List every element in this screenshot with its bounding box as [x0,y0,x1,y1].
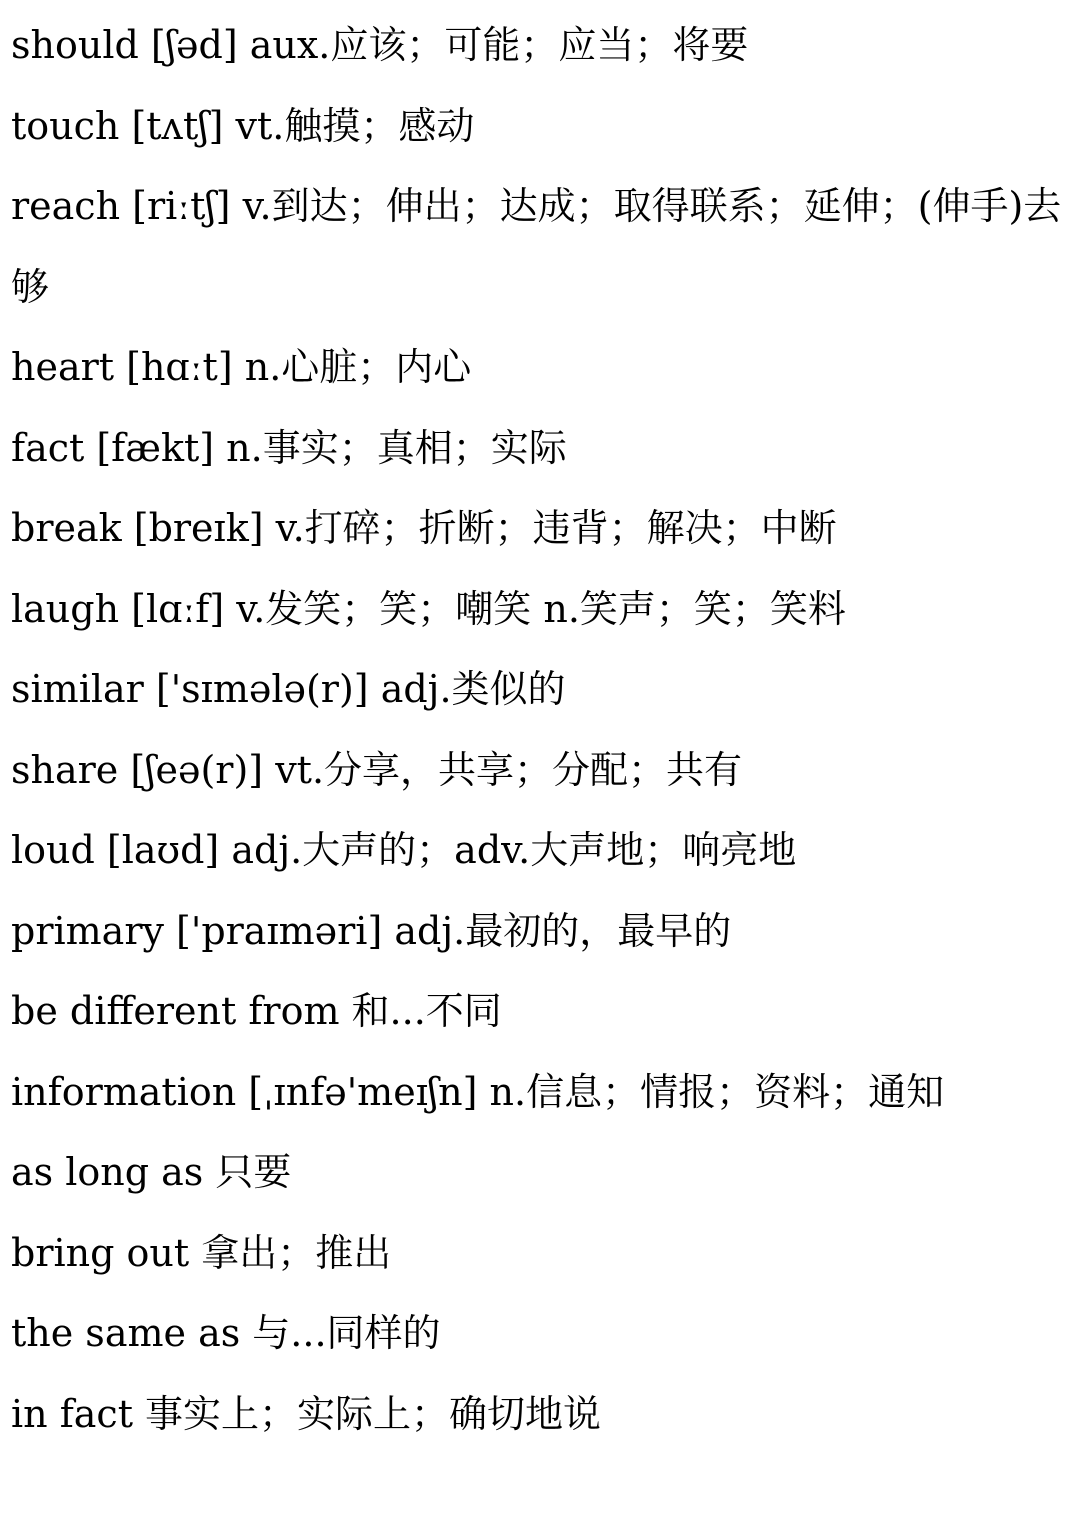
vocab-entry-should: should [ʃəd] aux.应该；可能；应当；将要 [11,23,749,67]
vocab-entry-in-fact: in fact 事实上；实际上；确切地说 [11,1391,602,1436]
vocab-entry-bring-out: bring out 拿出；推出 [11,1230,392,1275]
vocab-entry-information: information [ˌɪnfə'meɪʃn] n.信息；情报；资料；通知 [11,1069,945,1114]
vocab-entry-be-different-from: be different from 和...不同 [11,989,502,1033]
vocab-entry-the-same-as: the same as 与...同样的 [11,1311,441,1355]
vocab-entry-reach-continued: 够 [11,264,50,309]
vocab-entry-loud: loud [laʊd] adj.大声的；adv.大声地；响亮地 [11,828,797,872]
vocab-entry-break: break [breɪk] v.打碎；折断；违背；解决；中断 [11,506,837,550]
vocab-entry-heart: heart [hɑːt] n.心脏；内心 [11,345,472,389]
vocab-entry-laugh: laugh [lɑːf] v.发笑；笑；嘲笑 n.笑声；笑；笑料 [11,586,846,631]
vocab-entry-touch: touch [tʌtʃ] vt.触摸；感动 [11,103,475,148]
vocab-entry-fact: fact [fækt] n.事实；真相；实际 [11,425,567,470]
vocab-entry-similar: similar ['sɪmələ(r)] adj.类似的 [11,667,566,711]
vocab-entry-as-long-as: as long as 只要 [11,1150,292,1194]
vocab-entry-reach: reach [riːtʃ] v.到达；伸出；达成；取得联系；延伸；(伸手)去 [11,184,1062,228]
vocab-entry-share: share [ʃeə(r)] vt.分享，共享；分配；共有 [11,747,743,792]
vocab-entry-primary: primary ['praɪməri] adj.最初的，最早的 [11,908,732,953]
vocabulary-list [11,19,1073,1468]
